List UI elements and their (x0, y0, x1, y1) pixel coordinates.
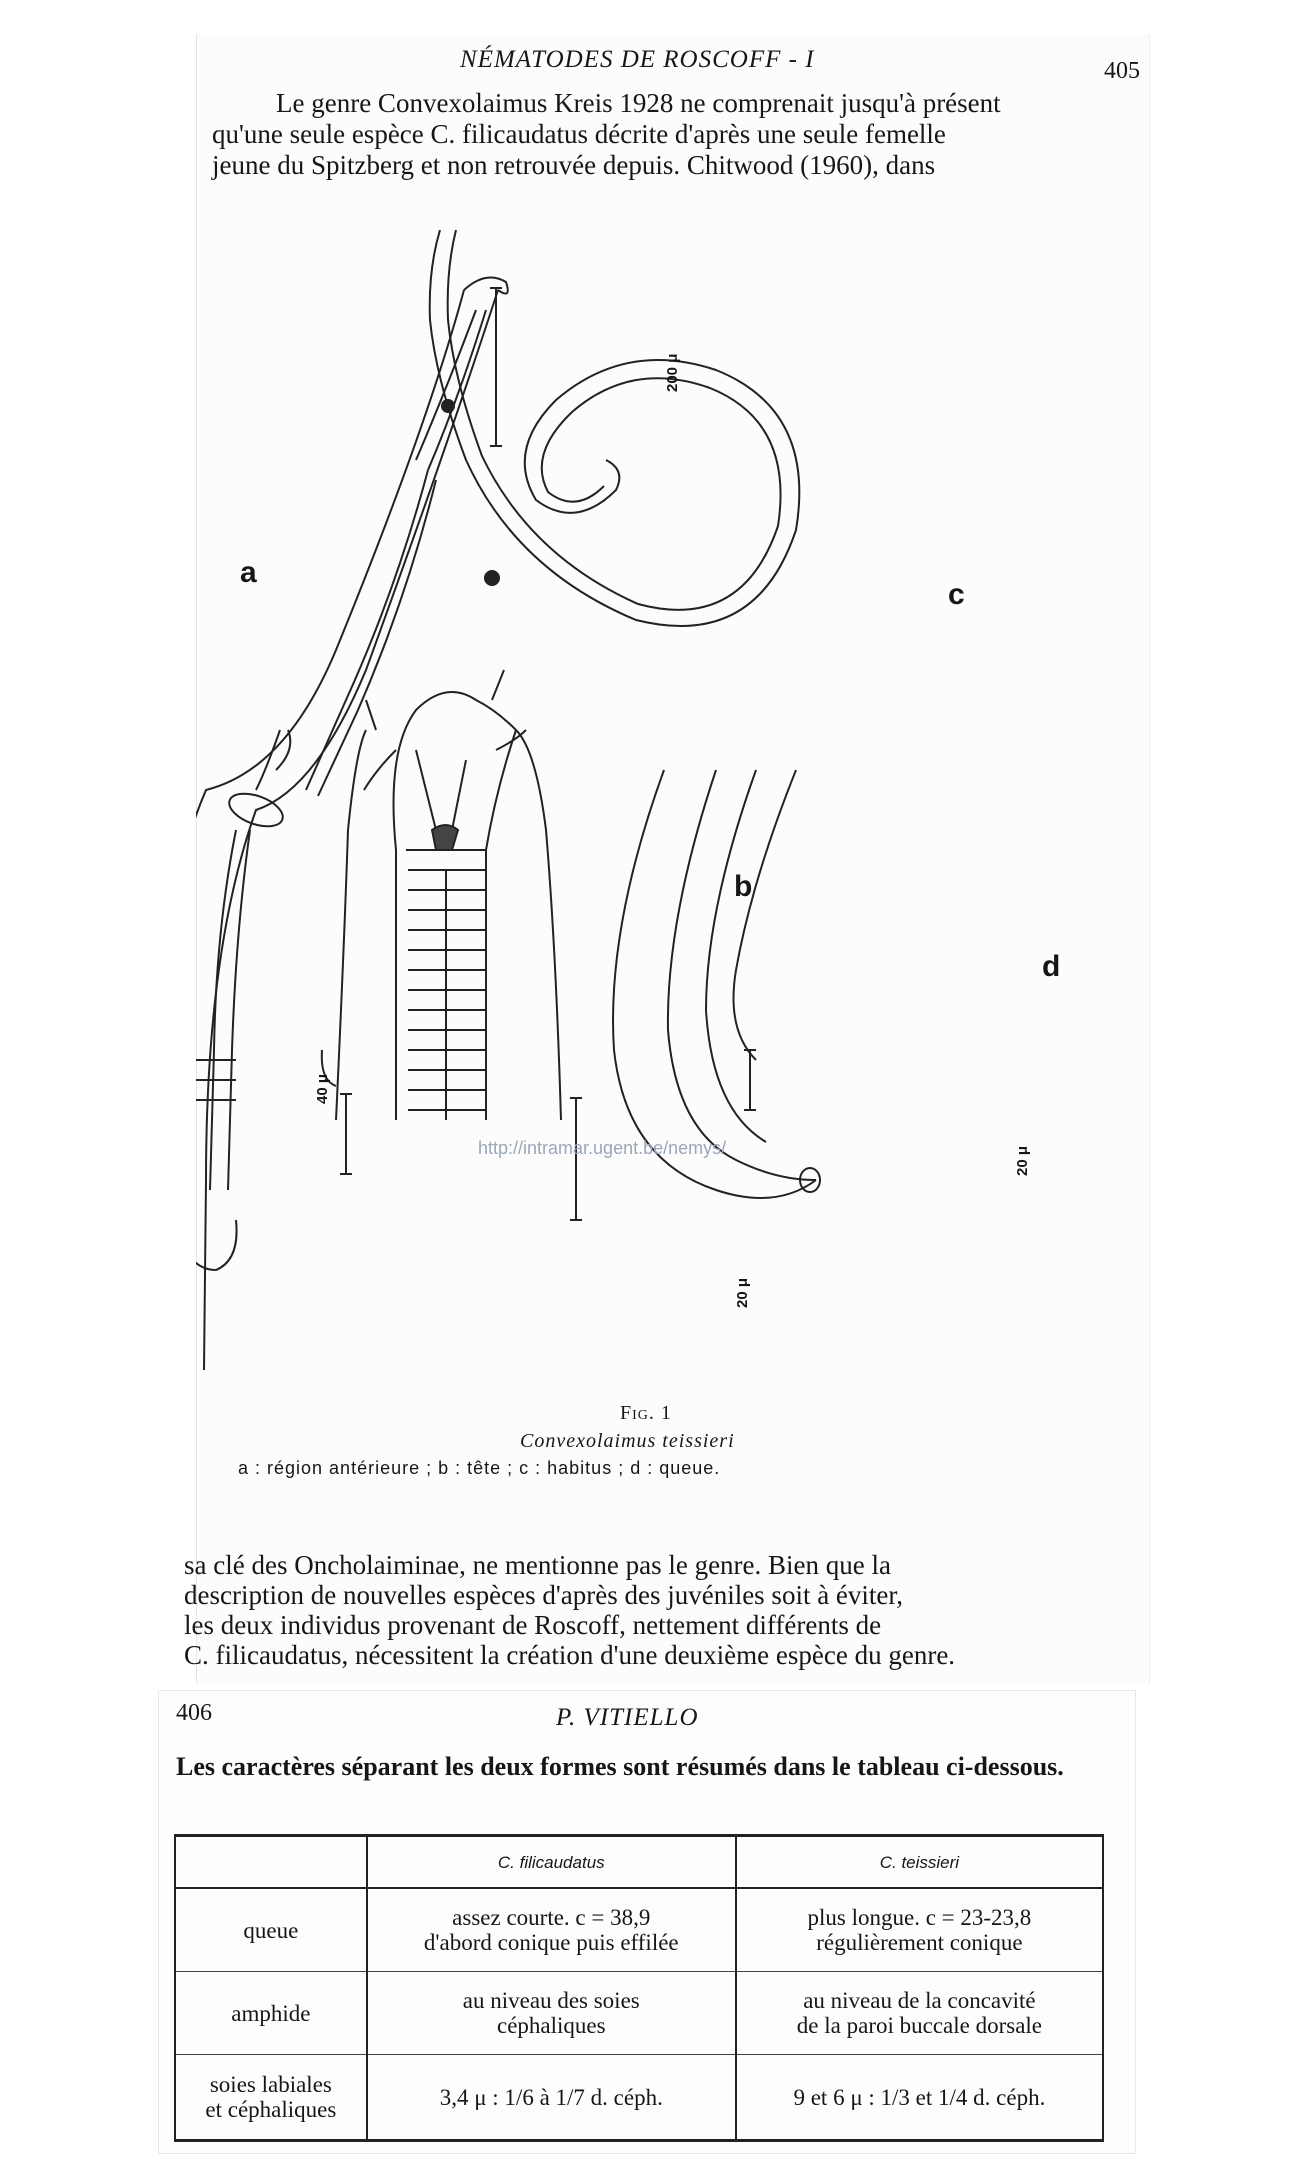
nematode-figure (196, 230, 1148, 1410)
intro-paragraph (212, 88, 1144, 181)
panel-label-a: a (240, 556, 257, 589)
paragraph-line: description de nouvelles espèces d'après des juvéniles soit à éviter, (184, 1580, 904, 1610)
scale-label-a: 40 μ (314, 1073, 331, 1104)
table-row (175, 1972, 1103, 2055)
figure-species: Convexolaimus teissieri (520, 1430, 735, 1452)
cell-line: au niveau de la concavité (803, 1988, 1036, 2013)
row-label (175, 2055, 367, 2141)
table-row (175, 2055, 1103, 2141)
paragraph-line: C. filicaudatus, nécessitent la création d'une deuxième espèce du genre. (184, 1640, 956, 1670)
panel-c-drawing (430, 230, 800, 626)
cell-line: de la paroi buccale dorsale (796, 2013, 1043, 2038)
scale-label-b: 20 μ (734, 1277, 751, 1308)
cell-teissieri (736, 2055, 1103, 2141)
cell-line: 3,4 μ : 1/6 à 1/7 d. céph. (439, 2084, 663, 2110)
author-running-head: P. VITIELLO (556, 1704, 699, 1731)
panel-a-drawing (196, 278, 508, 1371)
panel-label-b: b (734, 870, 753, 903)
continuation-paragraph (184, 1550, 1120, 1670)
paragraph-line: les deux individus provenant de Roscoff, nettement différents de (184, 1610, 882, 1640)
figure-title: Fig. 1 (620, 1402, 672, 1424)
cell-line: assez courte. c = 38,9 (452, 1905, 651, 1930)
header-teissieri: C. teissieri (736, 1836, 1103, 1889)
running-head: NÉMATODES DE ROSCOFF - I (460, 46, 815, 73)
panel-label-c: c (948, 578, 965, 611)
table-header-row (175, 1836, 1103, 1889)
panel-d-drawing (613, 770, 820, 1198)
cell-line: céphaliques (496, 2013, 606, 2038)
paragraph-line: qu'une seule espèce C. filicaudatus décrite d'après une seule femelle (212, 119, 946, 149)
row-label: queue (175, 1888, 367, 1972)
paragraph-line: Le genre Convexolaimus Kreis 1928 ne comprenait jusqu'à présent (276, 88, 1001, 118)
table-row (175, 1888, 1103, 1972)
page-number-406: 406 (176, 1700, 212, 1726)
scale-bar-a (340, 1094, 352, 1174)
scale-label-c: 200 μ (664, 353, 681, 392)
scale-bar-b (570, 1098, 582, 1220)
cell-line: plus longue. c = 23-23,8 (807, 1905, 1032, 1930)
cell-line: au niveau des soies (462, 1988, 640, 2013)
paragraph-line: jeune du Spitzberg et non retrouvée depuis. Chitwood (1960), dans (212, 150, 936, 180)
paragraph-line: sa clé des Oncholaiminae, ne mentionne pas le genre. Bien que la (184, 1550, 891, 1580)
figure-legend: a : région antérieure ; b : tête ; c : habitus ; d : queue. (238, 1458, 721, 1478)
cell-line: soies labiales (209, 2072, 332, 2097)
table-intro: Les caractères séparant les deux formes sont résumés dans le tableau ci-dessous. (176, 1752, 1064, 1781)
watermark-url: http://intramar.ugent.be/nemys/ (478, 1138, 727, 1158)
cell-line: d'abord conique puis effilée (423, 1930, 679, 1955)
header-filicaudatus: C. filicaudatus (367, 1836, 736, 1889)
comparison-table (174, 1834, 1104, 2142)
cell-filicaudatus (367, 2055, 736, 2141)
cell-filicaudatus (367, 1888, 736, 1972)
cell-filicaudatus (367, 1972, 736, 2055)
header-empty (175, 1836, 367, 1889)
cell-teissieri (736, 1972, 1103, 2055)
row-label: amphide (175, 1972, 367, 2055)
cell-line: et céphaliques (205, 2097, 337, 2122)
page-number-405: 405 (1104, 58, 1140, 84)
scale-label-d: 20 μ (1014, 1145, 1031, 1176)
panel-label-d: d (1042, 950, 1061, 983)
cell-line: régulièrement conique (816, 1930, 1023, 1955)
cell-line: 9 et 6 μ : 1/3 et 1/4 d. céph. (793, 2084, 1046, 2110)
cell-teissieri (736, 1888, 1103, 1972)
panel-b-drawing (322, 670, 561, 1120)
